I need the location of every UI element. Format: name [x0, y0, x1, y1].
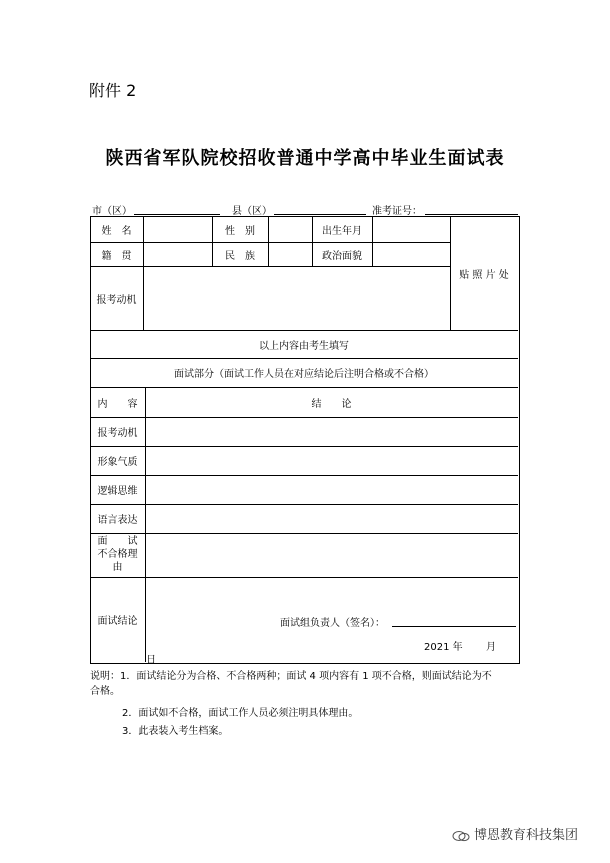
name-label: 姓 名 [101, 225, 132, 237]
interview-section-title: 面试部分（面试工作人员在对应结论后注明合格或不合格） [174, 369, 434, 380]
exam-no-field[interactable] [425, 214, 518, 215]
gender-field[interactable] [268, 216, 312, 242]
fail-reason-field[interactable] [145, 533, 518, 577]
fail-reason-label [90, 535, 145, 577]
conclusion-header: 结 论 [311, 398, 352, 410]
birth-label: 出生年月 [322, 225, 362, 237]
result-label: 面试结论 [97, 616, 138, 627]
wechat-icon [452, 830, 470, 842]
motive-label: 报考动机 [96, 294, 137, 306]
political-field[interactable] [372, 242, 450, 266]
ethnic-label: 民 族 [225, 250, 255, 262]
motive-field[interactable] [143, 266, 450, 330]
year-label: 2021 年 [424, 642, 463, 653]
watermark-text: 博恩教育科技集团 [474, 828, 579, 843]
gender-label: 性 别 [225, 225, 255, 237]
row-appearance-field[interactable] [145, 446, 518, 475]
content-header: 内 容 [97, 398, 138, 410]
row-language-label: 语言表达 [97, 515, 138, 526]
filled-by-note: 以上内容由考生填写 [259, 340, 349, 352]
leader-sign-label: 面试组负责人（签名）： [280, 618, 385, 629]
note-1-cont: 合格。 [90, 686, 120, 697]
name-field[interactable] [143, 216, 212, 242]
row-language-field[interactable] [145, 504, 518, 533]
fail-reason-line-2: 不合格理 [97, 549, 138, 560]
row-logic-label: 逻辑思维 [97, 486, 138, 497]
note-3: 3．此表装入考生档案。 [122, 726, 229, 737]
fail-reason-line-1: 面 试 [97, 536, 138, 547]
form-title: 陕西省军队院校招收普通中学高中毕业生面试表 [105, 148, 505, 169]
county-field[interactable] [274, 214, 366, 215]
month-label: 月 [486, 642, 496, 653]
political-label: 政治面貌 [322, 250, 362, 262]
city-label: 市（区） [92, 206, 132, 217]
ethnic-field[interactable] [268, 242, 312, 266]
row-appearance-label: 形象气质 [97, 457, 138, 468]
native-field[interactable] [143, 242, 212, 266]
attachment-label: 附件 2 [89, 81, 137, 100]
row-logic-field[interactable] [145, 475, 518, 504]
fail-reason-line-3: 由 [112, 562, 123, 573]
row-motive-field[interactable] [145, 417, 518, 446]
native-label: 籍 贯 [101, 250, 132, 262]
leader-sign-field[interactable] [392, 626, 516, 627]
watermark [452, 824, 578, 843]
birth-field[interactable] [372, 216, 450, 242]
row-motive-label: 报考动机 [97, 428, 138, 439]
city-field[interactable] [134, 214, 220, 215]
note-2: 2．面试如不合格，面试工作人员必须注明具体理由。 [122, 708, 359, 719]
exam-no-label: 准考证号： [372, 206, 422, 217]
photo-area: 贴 照 片 处 [459, 269, 509, 281]
note-1: 说明：1．面试结论分为合格、不合格两种；面试 4 项内容有 1 项不合格，则面试结论为不 [90, 671, 492, 682]
day-label: 日 [146, 655, 156, 666]
county-label: 县（区） [232, 206, 272, 217]
